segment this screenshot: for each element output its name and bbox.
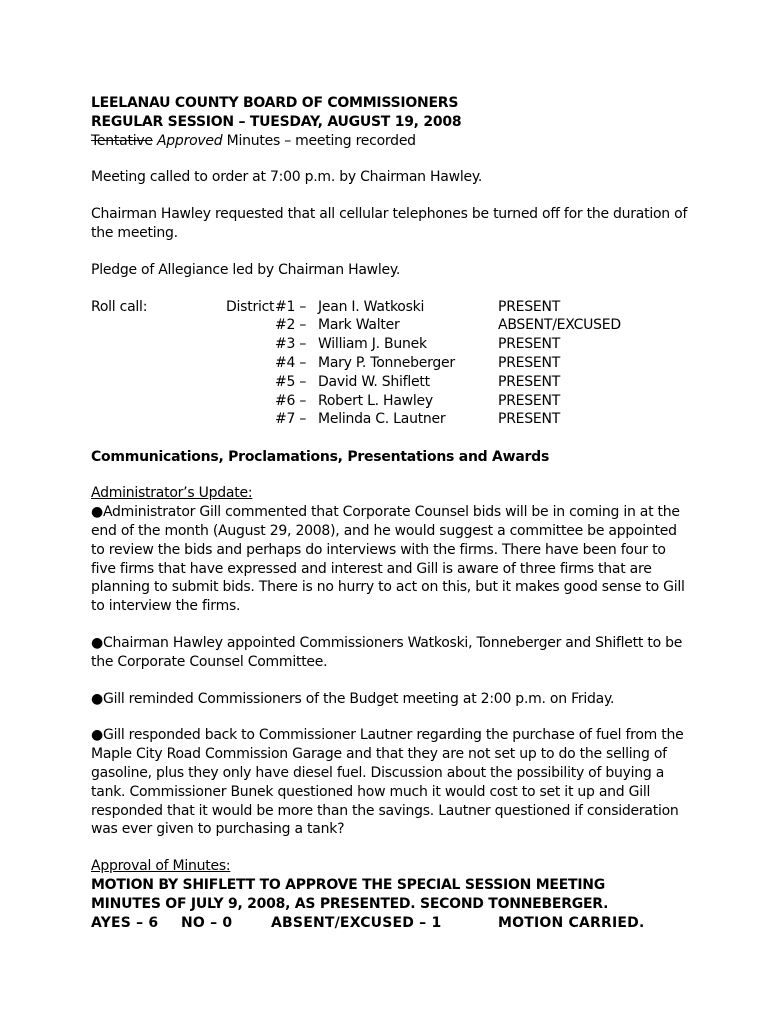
roll-call-label: Roll call:	[91, 298, 148, 315]
pledge-of-allegiance: Pledge of Allegiance led by Chairman Hawley.	[91, 261, 401, 278]
attendance-status: PRESENT	[498, 298, 561, 315]
update-item-line: ●Chairman Hawley appointed Commissioners Watkoski, Tonneberger and Shiflett to be	[91, 634, 683, 651]
approved-label: Approved	[156, 132, 223, 149]
district-number: #4 –	[275, 354, 307, 371]
commissioner-name: Mary P. Tonneberger	[318, 354, 455, 371]
commissioner-name: Mark Walter	[318, 317, 400, 334]
district-prefix: District	[226, 298, 275, 315]
commissioner-name: Jean I. Watkoski	[318, 298, 425, 315]
district-number: #3 –	[275, 336, 307, 353]
update-item-line: to interview the firms.	[91, 598, 241, 615]
district-number: #2 –	[275, 317, 307, 334]
motion-line: MOTION BY SHIFLETT TO APPROVE THE SPECIAL SESSION MEETING	[91, 876, 605, 893]
commissioner-name: William J. Bunek	[318, 336, 427, 353]
session-title: REGULAR SESSION – TUESDAY, AUGUST 19, 2008	[91, 113, 462, 130]
minutes-status	[91, 132, 691, 151]
attendance-status: ABSENT/EXCUSED	[498, 317, 621, 334]
update-item-line: was ever given to purchasing a tank?	[91, 821, 345, 838]
minutes-document	[91, 94, 691, 933]
update-item-line: planning to submit bids. There is no hurry to act on this, but it makes good sense to Gill	[91, 579, 685, 596]
commissioner-name: David W. Shiflett	[318, 373, 430, 390]
attendance-status: PRESENT	[498, 373, 561, 390]
district-number: #6 –	[275, 392, 307, 409]
cellular-request-line-1: Chairman Hawley requested that all cellular telephones be turned off for the duration of	[91, 206, 688, 223]
district-number: #7 –	[275, 411, 307, 428]
roll-call-table	[91, 298, 691, 430]
district-number: #5 –	[275, 373, 307, 390]
attendance-status: PRESENT	[498, 411, 561, 428]
update-item-line: ●Gill responded back to Commissioner Lautner regarding the purchase of fuel from the	[91, 727, 684, 744]
update-item-line: end of the month (August 29, 2008), and he would suggest a committee be appointed	[91, 522, 677, 539]
absent-count: ABSENT/EXCUSED – 1	[271, 914, 442, 931]
update-item-line: ●Gill reminded Commissioners of the Budget meeting at 2:00 p.m. on Friday.	[91, 690, 615, 707]
vote-result	[91, 914, 691, 933]
update-item-line: responded that it would be more than the savings. Lautner questioned if consideration	[91, 802, 679, 819]
minutes-recorded-text: Minutes – meeting recorded	[222, 132, 416, 149]
district-number: #1 –	[275, 298, 307, 315]
attendance-status: PRESENT	[498, 392, 561, 409]
update-item-line: the Corporate Counsel Committee.	[91, 653, 328, 670]
ayes-count: AYES – 6	[91, 914, 159, 931]
communications-heading: Communications, Proclamations, Presentations and Awards	[91, 448, 550, 465]
attendance-status: PRESENT	[498, 336, 561, 353]
called-to-order: Meeting called to order at 7:00 p.m. by Chairman Hawley.	[91, 169, 483, 186]
update-item-line: tank. Commissioner Bunek questioned how much it would cost to set it up and Gill	[91, 783, 651, 800]
approval-of-minutes-heading: Approval of Minutes:	[91, 858, 231, 875]
cellular-request-line-2: the meeting.	[91, 224, 178, 241]
motion-carried: MOTION CARRIED.	[498, 914, 645, 931]
update-item-line: Maple City Road Commission Garage and that they are not set up to do the selling of	[91, 746, 667, 763]
update-item-line: to review the bids and perhaps do interviews with the firms. There have been four to	[91, 541, 666, 558]
administrator-update-heading: Administrator’s Update:	[91, 485, 253, 502]
board-title: LEELANAU COUNTY BOARD OF COMMISSIONERS	[91, 95, 459, 111]
motion-line: MINUTES OF JULY 9, 2008, AS PRESENTED. SECOND TONNEBERGER.	[91, 895, 609, 912]
commissioner-name: Robert L. Hawley	[318, 392, 433, 409]
update-item-line: ●Administrator Gill commented that Corporate Counsel bids will be in coming in at the	[91, 504, 680, 521]
tentative-struck: Tentative	[91, 132, 153, 149]
update-item-line: five firms that have expressed and interest and Gill is aware of three firms that are	[91, 560, 652, 577]
attendance-status: PRESENT	[498, 354, 561, 371]
commissioner-name: Melinda C. Lautner	[318, 411, 446, 428]
update-item-line: gasoline, plus they only have diesel fuel. Discussion about the possibility of buying a	[91, 764, 665, 781]
no-count: NO – 0	[181, 914, 233, 931]
